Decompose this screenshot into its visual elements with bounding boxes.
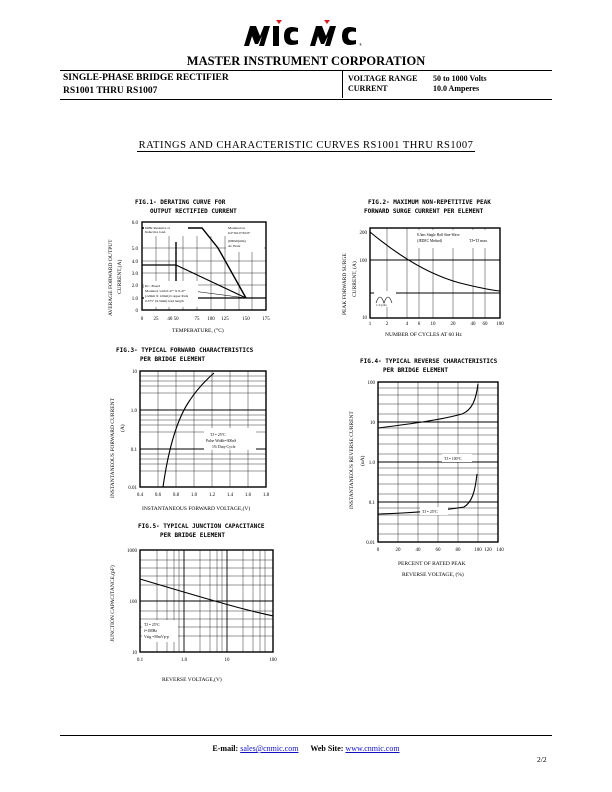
fig5-xtick-1: 1.0 xyxy=(180,658,188,663)
fig3-xtick-2: 0.8 xyxy=(172,493,180,498)
fig4-ytick-0: 0.01 xyxy=(366,541,375,546)
fig2-xtick-3: 6 xyxy=(417,322,421,327)
fig5-ylabel: JUNCTION CAPACITANCE,(pF) xyxy=(110,565,116,642)
fig3-ylabel-2: (A) xyxy=(120,424,126,432)
footer-divider xyxy=(60,735,552,736)
company-logo xyxy=(238,18,378,52)
fig3-ytick-2: 1.0 xyxy=(130,409,137,414)
header-divider xyxy=(342,70,343,98)
fig3-note-2: Pulse Width=300uS xyxy=(206,439,237,443)
fig3-ylabel-1: INSTANTANEOUS FORWARD CURRENT xyxy=(110,398,116,498)
fig4-t1: TJ = 100°C xyxy=(444,457,462,461)
fig2-ylabel-2: CURRENT, (A) xyxy=(352,261,358,297)
voltage-label: VOLTAGE RANGE xyxy=(348,74,418,83)
fig2-title-1: FIG.2- MAXIMUM NON-REPETITIVE PEAK xyxy=(368,199,491,206)
fig4-xtick-6: 120 xyxy=(484,548,492,553)
fig3-note-3: 1% Duty Cycle xyxy=(212,445,236,449)
fig2-xtick-7: 60 xyxy=(482,322,488,327)
fig1-xtick-7: 175 xyxy=(262,317,270,322)
fig2-note-1: 8.3ms Single Half Sine-Wave xyxy=(417,233,460,237)
fig1-xtick-5: 125 xyxy=(221,317,229,322)
fig3-xtick-4: 1.2 xyxy=(208,493,216,498)
fig2-ytick-1: 100 xyxy=(359,259,367,264)
fig4-xtick-4: 80 xyxy=(455,548,461,553)
fig4-ytick-1: 0.1 xyxy=(368,501,375,506)
fig1-note-c4: 0.375" (9.5mm) lead length xyxy=(145,299,184,303)
fig1-ytick-5: 5.0 xyxy=(131,247,138,252)
fig4-xtick-2: 40 xyxy=(415,548,421,553)
fig4-title-1: FIG.4- TYPICAL REVERSE CHARACTERISTICS xyxy=(360,358,498,365)
fig1-title-1: FIG.1- DERATING CURVE FOR xyxy=(135,199,226,206)
fig3-chart xyxy=(100,362,275,517)
fig1-xtick-2: 40 50 xyxy=(167,317,179,322)
voltage-value: 50 to 1000 Volts xyxy=(433,74,487,83)
fig1-note-b1: Mounted on xyxy=(228,226,246,230)
fig1-note-b4: Al. Plate xyxy=(228,244,241,248)
fig3-title-2: PER BRIDGE ELEMENT xyxy=(140,356,206,363)
fig1-ytick-3: 3.0 xyxy=(131,272,138,277)
fig1-note-b3: (600x6)mm) xyxy=(228,239,246,243)
fig1-xtick-4: 100 xyxy=(207,317,215,322)
fig5-xtick-3: 100 xyxy=(269,658,277,663)
fig4-ylabel-2: (uA) xyxy=(360,455,366,466)
fig1-ytick-2: 2.0 xyxy=(131,284,138,289)
fig4-ytick-3: 10 xyxy=(370,421,375,426)
fig1-ytick-1: 1.0 xyxy=(131,297,138,302)
fig3-xtick-3: 1.0 xyxy=(190,493,198,498)
fig3-xtick-7: 1.8 xyxy=(262,493,270,498)
fig4-ytick-2: 1.0 xyxy=(368,461,375,466)
fig1-ytick-0: 0 xyxy=(135,309,138,314)
svg-text:®: ® xyxy=(359,42,363,47)
fig4-xtick-7: 140 xyxy=(496,548,504,553)
email-link[interactable]: sales@cnmic.com xyxy=(240,744,299,753)
fig4-t2: TJ = 25°C xyxy=(422,510,438,514)
fig1-ytick-4: 4.0 xyxy=(131,260,138,265)
fig4-xtick-5: 100 xyxy=(474,548,482,553)
fig5-ytick-1: 100 xyxy=(129,600,137,605)
fig3-note-1: TJ = 25°C xyxy=(210,433,226,437)
fig1-note-c3: (12mm X 12mm) Copper Pads xyxy=(145,294,189,298)
fig3-title-1: FIG.3- TYPICAL FORWARD CHARACTERISTICS xyxy=(116,347,254,354)
fig2-ytick-0: 10 xyxy=(362,316,367,321)
fig3-ytick-1: 0.1 xyxy=(130,448,137,453)
website-link[interactable]: www.cnmic.com xyxy=(345,744,400,753)
fig5-note-1: TJ = 25°C xyxy=(144,623,160,627)
fig5-note-3: Vsig =50mVp-p xyxy=(144,635,169,639)
current-value: 10.0 Amperes xyxy=(433,84,480,93)
fig1-ytick-6: 6.0 xyxy=(131,221,138,226)
fig1-xtick-1: 25 xyxy=(153,317,159,322)
fig3-ytick-3: 10 xyxy=(132,370,137,375)
fig1-xtick-6: 150 xyxy=(242,317,250,322)
fig2-ytick-2: 200 xyxy=(359,231,367,236)
fig1-xlabel: TEMPERATURE, (°C) xyxy=(172,328,224,334)
fig2-xtick-5: 20 xyxy=(450,322,456,327)
fig3-ytick-0: 0.01 xyxy=(128,486,137,491)
fig4-xlabel-1: PERCENT OF RATED PEAK xyxy=(398,561,466,567)
current-label: CURRENT xyxy=(348,84,388,93)
fig4-xtick-1: 20 xyxy=(395,548,401,553)
fig5-note-2: f=1MHz xyxy=(144,629,158,633)
fig1-ylabel-2: CURRENT,(A) xyxy=(117,259,123,294)
fig5-xlabel: REVERSE VOLTAGE,(V) xyxy=(162,677,222,683)
fig5-ytick-2: 1000 xyxy=(127,549,137,554)
fig2-xtick-2: 4 xyxy=(405,322,409,327)
fig2-note-2: (JEDEC Method) xyxy=(417,239,443,243)
fig1-note-b2: 6.0"X6.0"X0.8" xyxy=(228,231,251,235)
fig1-title-2: OUTPUT RECTIFIED CURRENT xyxy=(150,208,237,215)
fig3-xlabel: INSTANTANEOUS FORWARD VOLTAGE,(V) xyxy=(142,506,251,512)
fig5-ytick-0: 10 xyxy=(132,651,137,656)
fig4-ytick-4: 100 xyxy=(367,381,375,386)
fig3-xtick-5: 1.4 xyxy=(226,493,234,498)
fig1-xtick-0: 0 xyxy=(140,317,144,322)
fig5-xtick-2: 10 xyxy=(224,658,230,663)
fig1-note-c2: Mounted, with 0.47" X 0.47" xyxy=(145,289,186,293)
fig4-xtick-3: 60 xyxy=(435,548,441,553)
fig3-xtick-1: 0.6 xyxy=(154,493,162,498)
email-label: E-mail: xyxy=(212,744,239,753)
fig3-xtick-6: 1.6 xyxy=(244,493,252,498)
fig2-xtick-6: 40 xyxy=(470,322,476,327)
fig2-xtick-1: 2 xyxy=(385,322,389,327)
fig1-xtick-3: 75 xyxy=(194,317,200,322)
fig5-xtick-0: 0.1 xyxy=(136,658,144,663)
fig2-ylabel-1: PEAK FORWARD SURGE xyxy=(342,253,348,315)
product-type: SINGLE-PHASE BRIDGE RECTIFIER xyxy=(63,73,229,83)
fig1-note-a1: 60Hz Resistive or xyxy=(145,226,171,230)
web-label: Web Site: xyxy=(310,744,344,753)
fig1-note-c1: P.C. Board xyxy=(145,284,161,288)
fig2-title-2: FORWARD SURGE CURRENT PER ELEMENT xyxy=(364,208,484,215)
fig5-chart xyxy=(100,540,285,690)
fig1-note-a2: Inductive load. xyxy=(145,230,166,234)
part-range: RS1001 THRU RS1007 xyxy=(63,86,158,96)
fig4-title-2: PER BRIDGE ELEMENT xyxy=(383,367,449,374)
footer-contact xyxy=(0,744,612,753)
fig2-chart xyxy=(330,215,515,345)
section-title: RATINGS AND CHARACTERISTIC CURVES RS1001 THRU RS1007 xyxy=(138,140,474,151)
fig5-title-2: PER BRIDGE ELEMENT xyxy=(160,532,226,539)
fig2-xtick-0: 1 xyxy=(368,322,372,327)
fig4-xtick-0: 0 xyxy=(376,548,380,553)
page-number: 2/2 xyxy=(537,755,547,764)
company-name: MASTER INSTRUMENT CORPORATION xyxy=(186,54,426,68)
fig5-title-1: FIG.5- TYPICAL JUNCTION CAPACITANCE xyxy=(138,523,265,530)
fig4-ylabel-1: INSTANTANEOUS REVERSE CURRENT xyxy=(349,411,355,509)
fig1-ylabel-1: AVERAGE FORWARD OUTPUT xyxy=(108,239,114,316)
fig1-chart xyxy=(100,212,275,342)
fig2-xtick-4: 10 xyxy=(430,322,436,327)
fig2-xlabel: NUMBER OF CYCLES AT 60 Hz xyxy=(385,332,462,338)
fig4-chart xyxy=(340,374,510,584)
fig2-xtick-8: 100 xyxy=(496,322,504,327)
fig4-xlabel-2: REVERSE VOLTAGE, (%) xyxy=(402,572,464,578)
fig3-xtick-0: 0.4 xyxy=(136,493,144,498)
fig2-cycle-label: 1 Cycle xyxy=(376,303,387,307)
fig2-note-3: TJ=TJ max xyxy=(469,238,488,243)
